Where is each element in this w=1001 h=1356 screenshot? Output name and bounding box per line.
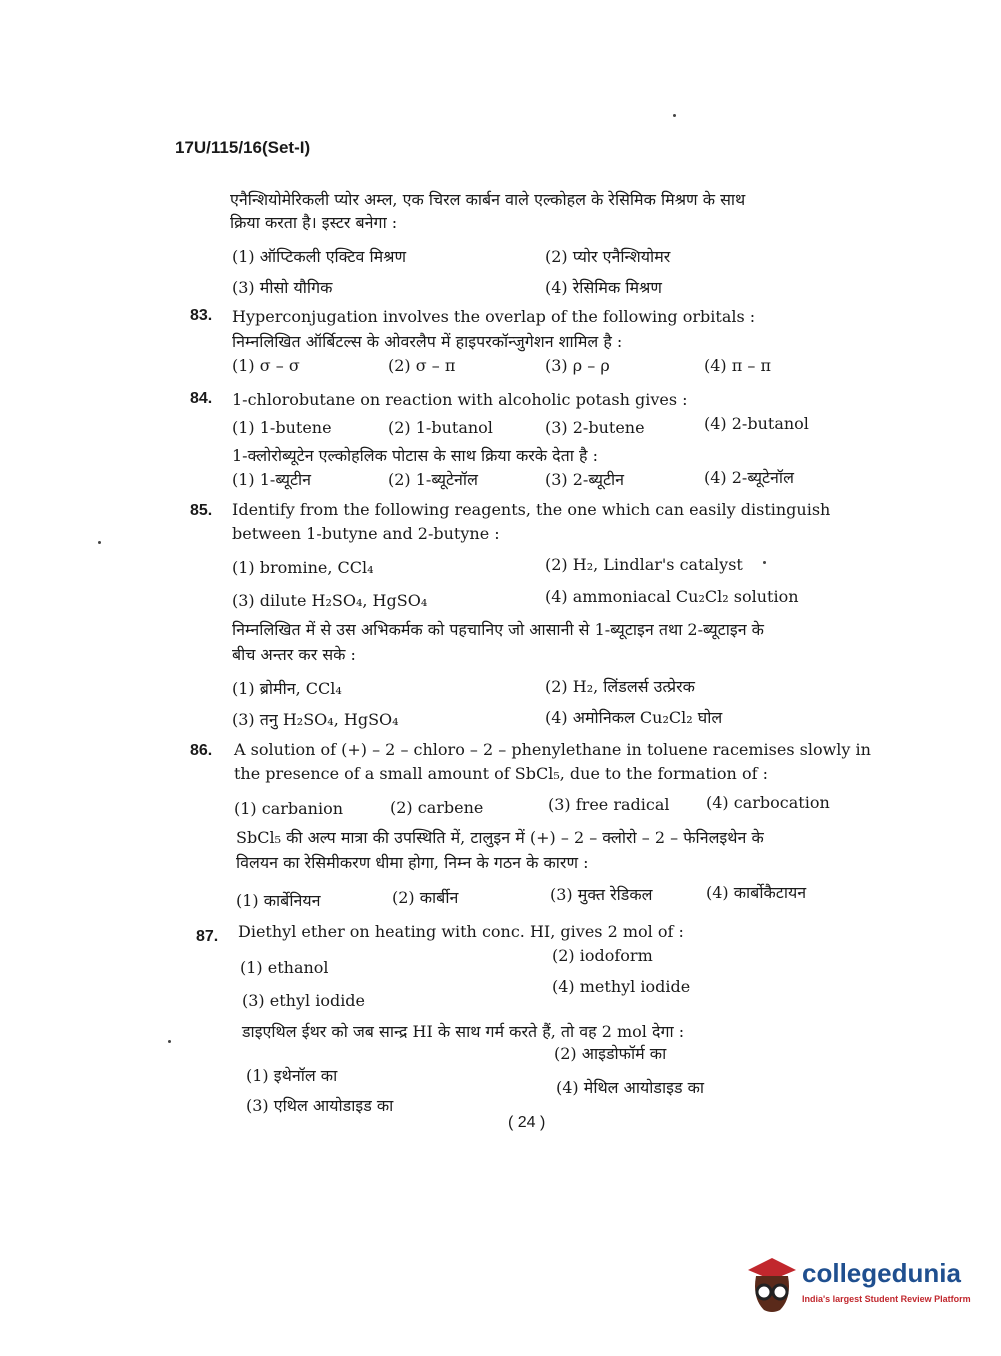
q83-option-2: (2) σ – π: [388, 356, 456, 375]
q85-hindi-option-4: (4) अमोनिकल Cu₂Cl₂ घोल: [545, 708, 723, 727]
scan-speck: [763, 561, 766, 564]
q85-option-1: (1) bromine, CCl₄: [232, 558, 374, 577]
q85-line1: Identify from the following reagents, the one which can easily distinguish: [232, 500, 831, 519]
q84-hindi-option-2: (2) 1-ब्यूटेनॉल: [388, 470, 478, 489]
q82-option-4: (4) रेसिमिक मिश्रण: [545, 278, 662, 297]
q85-option-4: (4) ammoniacal Cu₂Cl₂ solution: [545, 587, 799, 606]
q85-number: 85.: [190, 502, 213, 519]
q84-option-4: (4) 2-butanol: [704, 414, 809, 433]
q83-hindi: निम्नलिखित ऑर्बिटल्स के ओवरलैप में हाइपरकॉन्जुगेशन शामिल है :: [232, 332, 623, 351]
scan-speck: [673, 114, 676, 117]
q85-hindi-option-3: (3) तनु H₂SO₄, HgSO₄: [232, 710, 399, 729]
mascot-icon: [742, 1252, 800, 1316]
q86-number: 86.: [190, 742, 213, 759]
q82-option-3: (3) मीसो यौगिक: [232, 278, 333, 297]
collegedunia-logo: [742, 1250, 972, 1320]
q86-option-3: (3) free radical: [548, 795, 670, 814]
q87-hindi-option-3: (3) एथिल आयोडाइड का: [246, 1096, 394, 1115]
q86-hindi-line1: SbCl₅ की अल्प मात्रा की उपस्थिति में, टालुइन में (+) – 2 – क्लोरो – 2 – फेनिलइथेन के: [236, 828, 764, 847]
q87-hindi-option-2: (2) आइडोफॉर्म का: [554, 1044, 667, 1063]
page-code: 17U/115/16(Set-I): [175, 138, 311, 157]
q85-hindi-line1: निम्नलिखित में से उस अभिकर्मक को पहचानिए जो आसानी से 1-ब्यूटाइन तथा 2-ब्यूटाइन के: [232, 620, 764, 639]
q87-hindi: डाइएथिल ईथर को जब सान्द्र HI के साथ गर्म करते हैं, तो वह 2 mol देगा :: [242, 1022, 685, 1041]
q87-text: Diethyl ether on heating with conc. HI, gives 2 mol of :: [238, 922, 684, 941]
q84-hindi-option-1: (1) 1-ब्यूटीन: [232, 470, 312, 489]
q86-hindi-option-2: (2) कार्बीन: [392, 888, 459, 907]
q82-hindi-line1: एनैन्शियोमेरिकली प्योर अम्ल, एक चिरल कार्बन वाले एल्कोहल के रेसिमिक मिश्रण के साथ: [230, 190, 746, 209]
scan-speck: [98, 541, 101, 544]
q87-option-4: (4) methyl iodide: [552, 977, 691, 996]
q87-option-3: (3) ethyl iodide: [242, 991, 366, 1010]
q84-text: 1-chlorobutane on reaction with alcoholic potash gives :: [232, 390, 688, 409]
q86-hindi-option-4: (4) कार्बोकैटायन: [706, 883, 807, 902]
q87-option-1: (1) ethanol: [240, 958, 329, 977]
q84-hindi-option-3: (3) 2-ब्यूटीन: [545, 470, 625, 489]
logo-tagline: India's largest Student Review Platform: [802, 1294, 971, 1304]
q86-option-2: (2) carbene: [390, 798, 484, 817]
logo-wordmark: collegedunia: [802, 1258, 961, 1288]
q86-hindi-line2: विलयन का रेसिमीकरण धीमा होगा, निम्न के गठन के कारण :: [236, 853, 589, 872]
q87-number: 87.: [196, 928, 219, 945]
q84-option-2: (2) 1-butanol: [388, 418, 493, 437]
q86-hindi-option-1: (1) कार्बेनियन: [236, 891, 321, 910]
q83-option-4: (4) π – π: [704, 356, 771, 375]
q84-number: 84.: [190, 390, 213, 407]
q85-line2: between 1-butyne and 2-butyne :: [232, 524, 500, 543]
q83-option-3: (3) ρ – ρ: [545, 356, 610, 375]
q83-option-1: (1) σ – σ: [232, 356, 300, 375]
scan-speck: [168, 1040, 171, 1043]
q87-hindi-option-4: (4) मेथिल आयोडाइड का: [556, 1078, 705, 1097]
q85-option-2: (2) H₂, Lindlar's catalyst: [545, 555, 743, 574]
page-number: ( 24 ): [508, 1114, 546, 1131]
q82-option-2: (2) प्योर एनैन्शियोमर: [545, 247, 671, 266]
q86-hindi-option-3: (3) मुक्त रेडिकल: [550, 885, 653, 904]
q86-line1: A solution of (+) – 2 – chloro – 2 – phenylethane in toluene racemises slowly in: [234, 740, 871, 759]
q85-hindi-line2: बीच अन्तर कर सके :: [232, 645, 356, 664]
q82-option-1: (1) ऑप्टिकली एक्टिव मिश्रण: [232, 247, 407, 266]
q87-hindi-option-1: (1) इथेनॉल का: [246, 1066, 338, 1085]
q84-option-1: (1) 1-butene: [232, 418, 332, 437]
q85-hindi-option-1: (1) ब्रोमीन, CCl₄: [232, 679, 342, 698]
q83-number: 83.: [190, 307, 213, 324]
q86-line2: the presence of a small amount of SbCl₅, due to the formation of :: [234, 764, 768, 783]
q83-text: Hyperconjugation involves the overlap of the following orbitals :: [232, 307, 756, 326]
q84-hindi: 1-क्लोरोब्यूटेन एल्कोहलिक पोटास के साथ क्रिया करके देता है :: [232, 446, 598, 465]
q84-option-3: (3) 2-butene: [545, 418, 645, 437]
q85-option-3: (3) dilute H₂SO₄, HgSO₄: [232, 591, 428, 610]
q85-hindi-option-2: (2) H₂, लिंडलर्स उत्प्रेरक: [545, 677, 695, 696]
q84-hindi-option-4: (4) 2-ब्यूटेनॉल: [704, 468, 794, 487]
q82-hindi-line2: क्रिया करता है। इस्टर बनेगा :: [230, 213, 398, 232]
q86-option-1: (1) carbanion: [234, 799, 344, 818]
q86-option-4: (4) carbocation: [706, 793, 830, 812]
q87-option-2: (2) iodoform: [552, 946, 653, 965]
